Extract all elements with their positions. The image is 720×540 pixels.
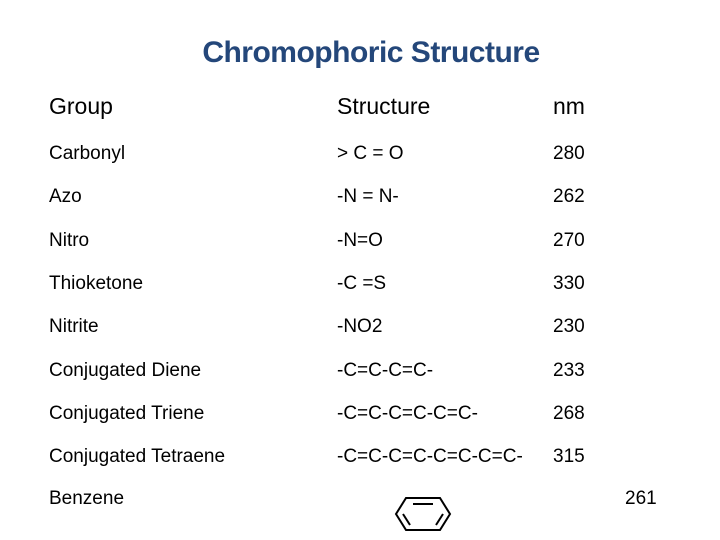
benzene-group: Benzene <box>49 488 125 509</box>
row-nm: 233 <box>553 359 585 381</box>
row-structure: -C =S <box>337 272 387 294</box>
row-group: Conjugated Tetraene <box>49 446 226 468</box>
row-group: Nitro <box>49 229 90 251</box>
row-structure: -C=C-C=C-C=C- <box>337 402 478 424</box>
row-structure: > C = O <box>337 143 404 164</box>
row-structure: -NO2 <box>337 316 383 338</box>
row-group: Conjugated Triene <box>49 402 205 424</box>
row-nm: 262 <box>553 186 585 208</box>
row-structure: -N = N- <box>337 186 399 208</box>
row-group: Thioketone <box>49 272 144 294</box>
row-nm: 330 <box>553 272 585 294</box>
row-structure: -C=C-C=C-C=C-C=C- <box>337 446 523 468</box>
row-nm: 230 <box>553 316 585 338</box>
row-nm: 315 <box>553 446 585 468</box>
benzene-nm: 261 <box>625 488 657 509</box>
row-nm: 270 <box>553 229 585 251</box>
row-group: Azo <box>49 186 82 208</box>
row-nm: 268 <box>553 402 585 424</box>
row-group: Conjugated Diene <box>49 359 202 381</box>
row-nm: 280 <box>553 143 585 164</box>
row-structure: -N=O <box>337 229 383 251</box>
slide-title: Chromophoric Structure <box>202 36 540 69</box>
benzene-ring-icon <box>392 494 454 534</box>
row-group: Carbonyl <box>49 143 126 164</box>
header-structure: Structure <box>337 93 431 119</box>
header-nm: nm <box>553 93 585 119</box>
row-structure: -C=C-C=C- <box>337 359 434 381</box>
header-group: Group <box>49 93 113 119</box>
row-group: Nitrite <box>49 316 99 338</box>
